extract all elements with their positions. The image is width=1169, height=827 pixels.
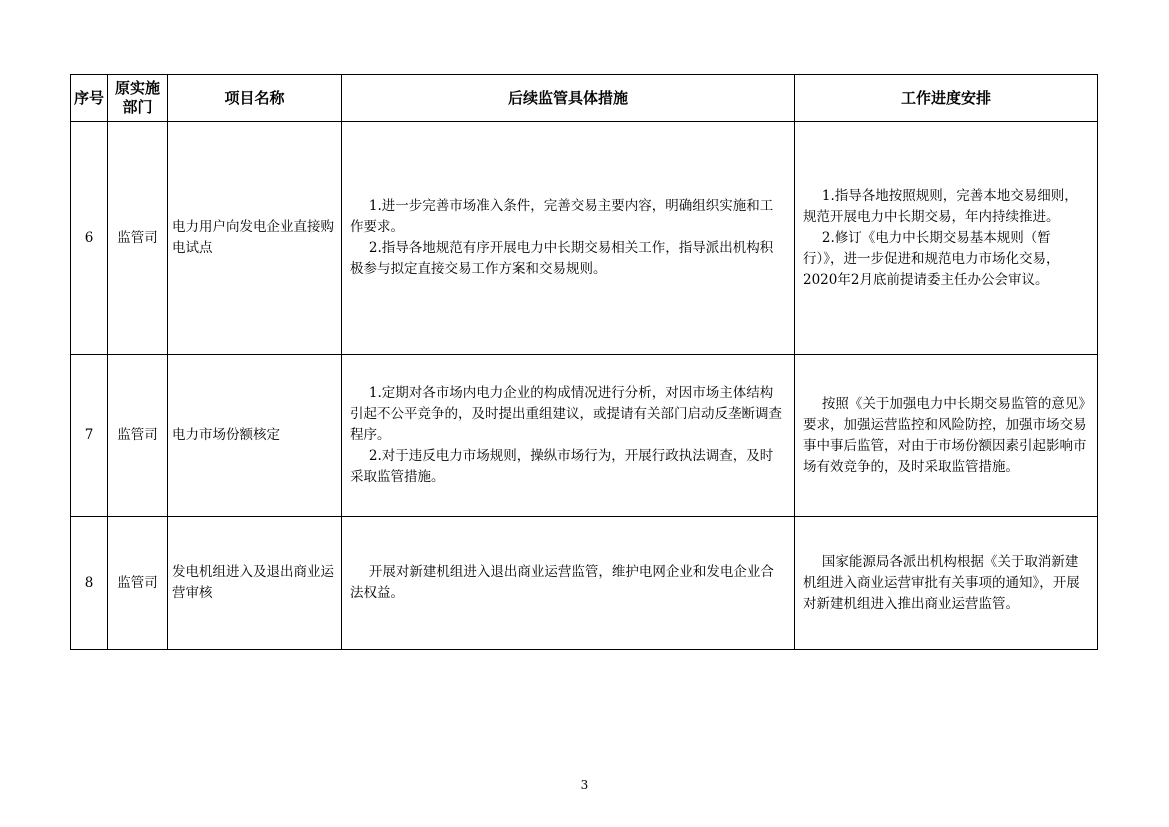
row-no: 7 bbox=[71, 355, 108, 517]
page-number: 3 bbox=[580, 778, 589, 792]
row-dept: 监管司 bbox=[108, 355, 168, 517]
row-measures bbox=[342, 517, 795, 650]
measure-item: 1.定期对各市场内电力企业的构成情况进行分析，对因市场主体结构引起不公平竞争的，及时提出重组建议，或提请有关部门启动反垄断调查程序。 bbox=[350, 385, 782, 443]
header-dept-line1: 原实施 bbox=[114, 79, 160, 97]
row-project-name: 电力市场份额核定 bbox=[168, 355, 342, 517]
header-name: 项目名称 bbox=[168, 75, 342, 122]
row-progress bbox=[795, 517, 1098, 650]
header-dept bbox=[108, 75, 168, 122]
header-dept-line2: 部门 bbox=[122, 98, 153, 116]
progress-item: 1.指导各地按照规则，完善本地交易细则，规范开展电力中长期交易，年内持续推进。 bbox=[803, 187, 1078, 225]
measure-item: 2.指导各地规范有序开展电力中长期交易相关工作，指导派出机构积极参与拟定直接交易工作方案和交易规则。 bbox=[350, 240, 774, 277]
header-measures: 后续监管具体措施 bbox=[342, 75, 795, 122]
row-no: 8 bbox=[71, 517, 108, 650]
row-measures bbox=[342, 122, 795, 355]
table-row bbox=[71, 355, 1098, 517]
table-row bbox=[71, 122, 1098, 355]
header-progress: 工作进度安排 bbox=[795, 75, 1098, 122]
table-header-row bbox=[71, 75, 1098, 122]
progress-item: 按照《关于加强电力中长期交易监管的意见》要求，加强运营监控和风险防控，加强市场交易事中事后监管，对由于市场份额因素引起影响市场有效竞争的，及时采取监管措施。 bbox=[803, 395, 1087, 475]
header-no: 序号 bbox=[71, 75, 108, 122]
measure-item: 开展对新建机组进入退出商业运营监管，维护电网企业和发电企业合法权益。 bbox=[350, 564, 774, 601]
table-row bbox=[71, 517, 1098, 650]
row-project-name: 电力用户向发电企业直接购电试点 bbox=[168, 122, 342, 355]
row-measures bbox=[342, 355, 795, 517]
supervision-measures-table bbox=[70, 74, 1098, 650]
progress-item: 2.修订《电力中长期交易基本规则（暂行）》，进一步促进和规范电力市场化交易，2020年2月底前提请委主任办公会审议。 bbox=[803, 229, 1060, 288]
row-progress bbox=[795, 355, 1098, 517]
row-no: 6 bbox=[71, 122, 108, 355]
row-dept: 监管司 bbox=[108, 517, 168, 650]
measure-item: 2.对于违反电力市场规则，操纵市场行为，开展行政执法调查，及时采取监管措施。 bbox=[350, 448, 774, 485]
row-project-name: 发电机组进入及退出商业运营审核 bbox=[168, 517, 342, 650]
measure-item: 1.进一步完善市场准入条件，完善交易主要内容，明确组织实施和工作要求。 bbox=[350, 198, 774, 235]
progress-item: 国家能源局各派出机构根据《关于取消新建机组进入商业运营审批有关事项的通知》，开展对新建机组进入推出商业运营监管。 bbox=[803, 553, 1080, 612]
row-progress bbox=[795, 122, 1098, 355]
row-dept: 监管司 bbox=[108, 122, 168, 355]
